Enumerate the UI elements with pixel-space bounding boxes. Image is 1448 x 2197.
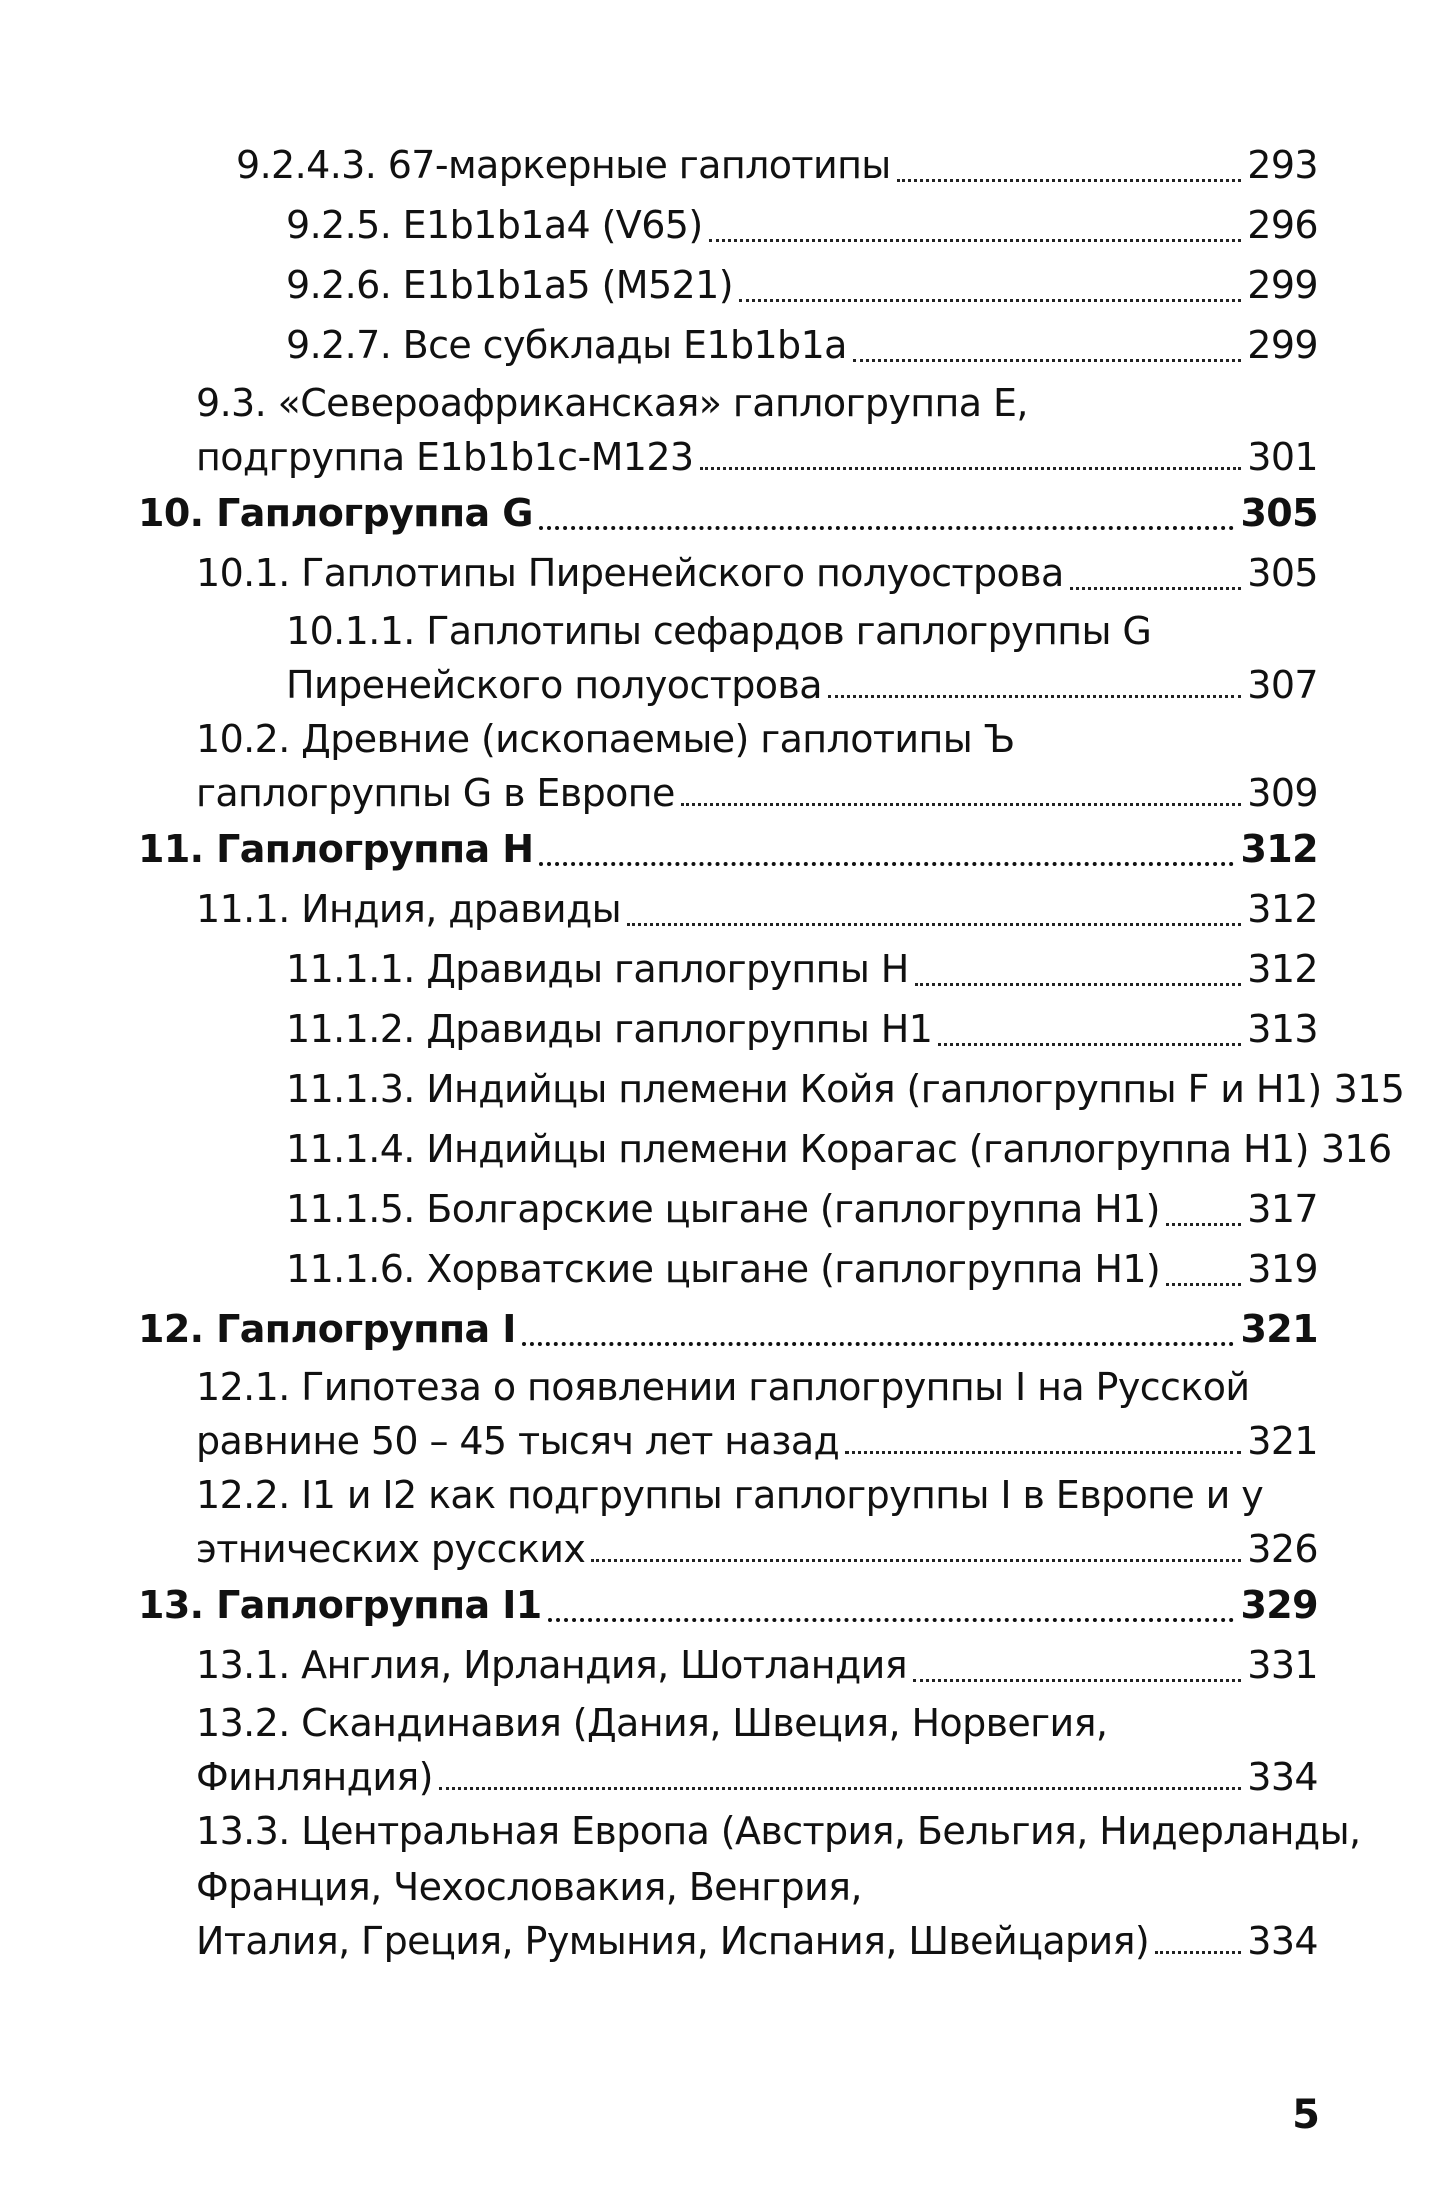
- toc-entry-title: 11.1.5. Болгарские цыгане (гаплогруппа H1): [286, 1187, 1160, 1231]
- dot-leader: [938, 1043, 1241, 1046]
- toc-entry-page: 307: [1247, 663, 1318, 707]
- toc-chapter: [138, 1575, 1318, 1635]
- toc-entry-title-line: 13.2. Скандинавия (Дания, Швеция, Норвегия,: [196, 1701, 1108, 1745]
- toc-entry-page: 293: [1247, 143, 1318, 187]
- toc-entry-title: 10.1. Гаплотипы Пиренейского полуострова: [196, 551, 1064, 595]
- toc-entry: [196, 1359, 1318, 1467]
- toc-entry-title-line: 10.1.1. Гаплотипы сефардов гаплогруппы G: [286, 609, 1152, 653]
- toc-chapter: [138, 483, 1318, 543]
- toc-entry-page: 312: [1247, 947, 1318, 991]
- toc-entry-title-line: 13.3. Центральная Европа (Австрия, Бельгия, Нидерланды,: [196, 1809, 1361, 1853]
- toc-entry: [196, 375, 1318, 483]
- toc-entry-page: 317: [1247, 1187, 1318, 1231]
- dot-leader: [739, 299, 1241, 302]
- toc-entry-page: 316: [1320, 1127, 1392, 1171]
- toc-entry: [196, 999, 1318, 1059]
- table-of-contents: [138, 135, 1405, 1967]
- dot-leader: [1166, 1223, 1241, 1226]
- toc-entry: [196, 1179, 1318, 1239]
- toc-entry: [196, 1803, 1361, 1967]
- toc-entry-page: 331: [1247, 1643, 1318, 1687]
- toc-entry: [196, 1119, 1392, 1179]
- toc-chapter: [138, 1299, 1318, 1359]
- dot-leader: [915, 983, 1242, 986]
- toc-entry: [196, 711, 1318, 819]
- dot-leader: [845, 1451, 1241, 1454]
- toc-entry-title: 11.1.4. Индийцы племени Корагас (гаплогруппа H1): [286, 1127, 1309, 1171]
- dot-leader: [439, 1787, 1241, 1790]
- dot-leader: [913, 1679, 1241, 1682]
- toc-entry: [196, 603, 1318, 711]
- toc-entry: [196, 135, 1318, 195]
- toc-entry: [196, 315, 1318, 375]
- toc-entry-page: 313: [1247, 1007, 1318, 1051]
- toc-entry-title: равнине 50 – 45 тысяч лет назад: [196, 1419, 840, 1463]
- toc-entry: [196, 879, 1318, 939]
- toc-entry-title: Италия, Греция, Румыния, Испания, Швейцария): [196, 1919, 1150, 1963]
- toc-chapter-title: 13. Гаплогруппа I1: [138, 1583, 542, 1627]
- toc-entry-page: 299: [1247, 323, 1318, 367]
- toc-entry-title-line: 12.1. Гипотеза о появлении гаплогруппы I на Русской: [196, 1365, 1250, 1409]
- toc-entry-title: 11.1.2. Дравиды гаплогруппы H1: [286, 1007, 933, 1051]
- toc-entry-title: 9.2.7. Все субклады E1b1b1a: [286, 323, 847, 367]
- toc-entry: [196, 1635, 1318, 1695]
- toc-entry: [196, 1467, 1318, 1575]
- dot-leader: [539, 862, 1234, 866]
- toc-entry: [196, 195, 1318, 255]
- toc-entry-title: этнических русских: [196, 1527, 586, 1571]
- dot-leader: [709, 239, 1242, 242]
- toc-entry-title: Пиренейского полуострова: [286, 663, 822, 707]
- toc-entry-page: 334: [1247, 1919, 1318, 1963]
- toc-entry-page: 299: [1247, 263, 1318, 307]
- toc-entry-page: 296: [1247, 203, 1318, 247]
- toc-entry-page: 309: [1247, 771, 1318, 815]
- toc-chapter-title: 12. Гаплогруппа I: [138, 1307, 516, 1351]
- toc-entry-title-line: 9.3. «Североафриканская» гаплогруппа E,: [196, 381, 1028, 425]
- toc-entry-title: 11.1. Индия, дравиды: [196, 887, 622, 931]
- toc-chapter: [138, 819, 1318, 879]
- toc-entry-title: 11.1.6. Хорватские цыгане (гаплогруппа H1): [286, 1247, 1161, 1291]
- toc-entry: [196, 1059, 1405, 1119]
- toc-entry-title-line: 12.2. I1 и I2 как подгруппы гаплогруппы I в Европе и у: [196, 1473, 1264, 1517]
- dot-leader: [591, 1559, 1241, 1562]
- dot-leader: [828, 695, 1241, 698]
- toc-entry-title: Финляндия): [196, 1755, 433, 1799]
- toc-entry: [196, 1239, 1318, 1299]
- dot-leader: [539, 526, 1235, 530]
- toc-entry-page: 319: [1247, 1247, 1318, 1291]
- dot-leader: [1155, 1951, 1241, 1954]
- toc-entry: [196, 1695, 1318, 1803]
- dot-leader: [681, 803, 1241, 806]
- toc-chapter-title: 11. Гаплогруппа H: [138, 827, 534, 871]
- toc-entry: [196, 543, 1318, 603]
- toc-entry-page: 305: [1247, 551, 1318, 595]
- dot-leader: [853, 359, 1241, 362]
- toc-entry-page: 312: [1247, 887, 1318, 931]
- dot-leader: [548, 1618, 1235, 1622]
- toc-entry-title-line: Франция, Чехословакия, Венгрия,: [196, 1865, 862, 1909]
- toc-entry-title: подгруппа E1b1b1c-M123: [196, 435, 694, 479]
- toc-entry-title: 11.1.3. Индийцы племени Койя (гаплогруппы F и H1): [286, 1067, 1322, 1111]
- toc-chapter-page: 329: [1240, 1583, 1318, 1627]
- toc-entry-title: 11.1.1. Дравиды гаплогруппы H: [286, 947, 909, 991]
- toc-chapter-page: 305: [1240, 491, 1318, 535]
- toc-entry-page: 301: [1247, 435, 1318, 479]
- toc-entry-page: 326: [1247, 1527, 1318, 1571]
- dot-leader: [1070, 587, 1242, 590]
- toc-entry-title: 9.2.4.3. 67-маркерные гаплотипы: [236, 143, 891, 187]
- toc-entry: [196, 255, 1318, 315]
- toc-entry-title-line: 10.2. Древние (ископаемые) гаплотипы Ъ: [196, 717, 1015, 761]
- toc-entry-page: 315: [1333, 1067, 1405, 1111]
- toc-entry-title: 9.2.5. E1b1b1a4 (V65): [286, 203, 703, 247]
- toc-entry-title: 9.2.6. E1b1b1a5 (M521): [286, 263, 733, 307]
- toc-entry: [196, 939, 1318, 999]
- toc-chapter-title: 10. Гаплогруппа G: [138, 491, 533, 535]
- dot-leader: [522, 1342, 1235, 1346]
- toc-entry-page: 321: [1247, 1419, 1318, 1463]
- dot-leader: [700, 467, 1242, 470]
- toc-entry-title: 13.1. Англия, Ирландия, Шотландия: [196, 1643, 907, 1687]
- dot-leader: [897, 179, 1242, 182]
- toc-entry-title: гаплогруппы G в Европе: [196, 771, 675, 815]
- toc-chapter-page: 312: [1240, 827, 1318, 871]
- dot-leader: [627, 923, 1241, 926]
- toc-chapter-page: 321: [1240, 1307, 1318, 1351]
- dot-leader: [1166, 1283, 1241, 1286]
- toc-entry-page: 334: [1247, 1755, 1318, 1799]
- page-number: 5: [1292, 2092, 1320, 2138]
